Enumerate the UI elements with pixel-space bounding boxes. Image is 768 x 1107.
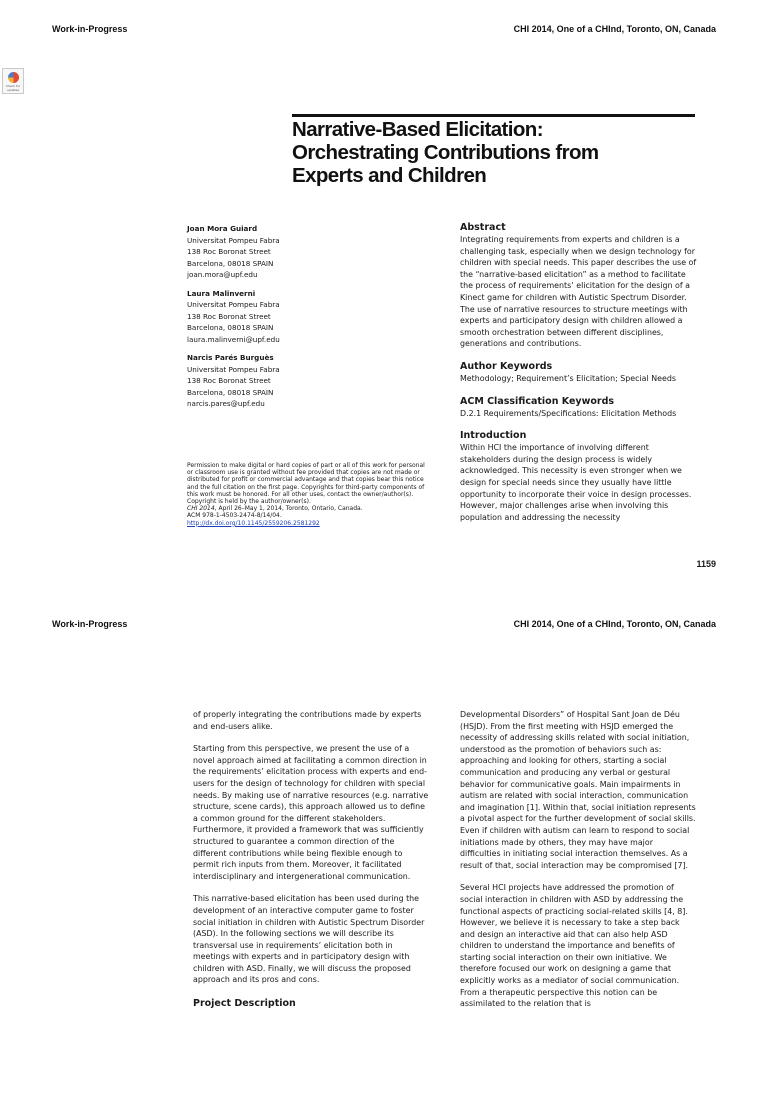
title-line: Narrative-Based Elicitation: <box>292 118 543 141</box>
permission-line: Copyright is held by the author/owner(s). <box>187 498 311 506</box>
author-city: Barcelona, 08018 SPAIN <box>187 387 274 397</box>
paper-title <box>292 118 712 187</box>
permission-line: and the full citation on the first page. Copyrights for third-party components of <box>187 483 425 491</box>
abstract-heading: Abstract <box>460 222 506 233</box>
author-affiliation: Universitat Pompeu Fabra <box>187 364 280 374</box>
author-city: Barcelona, 08018 SPAIN <box>187 323 274 332</box>
body-paragraph: of properly integrating the contributions made by experts and end-users alike. <box>193 710 422 731</box>
author-keywords-text: Methodology; Requirement’s Elicitation; Special Needs <box>460 373 676 383</box>
acm-keywords-text: D.2.1 Requirements/Specifications: Elicitation Methods <box>460 408 677 418</box>
author-keywords-heading: Author Keywords <box>460 360 553 372</box>
acm-keywords-heading: ACM Classification Keywords <box>460 395 615 407</box>
introduction-heading: Introduction <box>460 430 527 442</box>
left-text-column <box>193 709 429 1010</box>
title-line: Orchestrating Contributions from <box>292 141 599 164</box>
author-block <box>187 223 437 417</box>
author-affiliation: Universitat Pompeu Fabra <box>187 300 280 309</box>
author-address: 138 Roc Boronat Street <box>187 311 271 321</box>
title-line: Experts and Children <box>292 164 487 187</box>
author-name: Laura Malinverni <box>187 288 256 298</box>
venue-line <box>187 505 447 512</box>
author-entry <box>187 352 437 410</box>
permission-line: or classroom use is granted without fee provided that copies are not made or <box>187 469 420 477</box>
right-text-column <box>460 709 696 1021</box>
body-paragraph: Starting from this perspective, we present the use of a novel approach aimed at facilitating a common direction in the requirements’ elicitation process with experts and end-users for the design of technology for children with special needs. By making use of narrative resources (e.g. narrative structure, scene cards), this approach allowed us to define a common ground for the different stakeholders. Furthermore, it provided a framework that was sufficiently structured to guarantee a common direction of the different contributions while being flexible enough to permit rich inputs from them. Moreover, it facilitated interdisciplinary and intergenerational communication. <box>193 744 429 881</box>
author-email[interactable]: joan.mora@upf.edu <box>187 270 258 279</box>
body-paragraph: This narrative-based elicitation has been used during the development of an interactive computer game to foster social initiation in children with Autistic Spectrum Disorder (ASD). In the following sections we will describe its transversal use in requirements’ elicitation both in meetings with experts and in participatory design with children with ASD. Finally, we will discuss the proposed approach and its pros and cons. <box>193 894 425 985</box>
running-header-left: Work-in-Progress <box>52 24 128 34</box>
page-number: 1159 <box>696 559 716 569</box>
body-paragraph: Several HCI projects have addressed the promotion of social interaction in children with ASD by addressing the functional aspects of practicing social-related skills [4, 8]. However, we believe it is necessary to take a step back and design an interactive aid that can also help ASD children to understand the importance and benefits of starting social interaction on their own initiative. We therefore focused our work on designing a game that explicitly works as a mediator of social communication. From a therapeutic perspective this notion can be assimilated to the relation that is <box>460 883 688 1009</box>
author-name: Joan Mora Guiard <box>187 224 258 233</box>
permission-line: this work must be honored. For all other uses, contact the owner/author(s). <box>187 490 414 498</box>
permission-line: Permission to make digital or hard copies of part or all of this work for personal <box>187 462 425 469</box>
author-entry <box>187 288 437 346</box>
project-description-heading: Project Description <box>193 998 296 1010</box>
author-affiliation: Universitat Pompeu Fabra <box>187 235 280 245</box>
author-address: 138 Roc Boronat Street <box>187 247 271 256</box>
author-email[interactable]: narcis.pares@upf.edu <box>187 399 265 408</box>
running-header-right: CHI 2014, One of a CHInd, Toronto, ON, Canada <box>513 619 716 629</box>
author-name: Narcis Parés Burguès <box>187 353 274 362</box>
page-2 <box>0 595 768 1107</box>
check-for-updates-badge[interactable] <box>2 68 24 94</box>
doi-link[interactable]: http://dx.doi.org/10.1145/2559206.2581292 <box>187 519 320 527</box>
author-email[interactable]: laura.malinverni@upf.edu <box>187 334 280 344</box>
author-city: Barcelona, 08018 SPAIN <box>187 258 274 268</box>
abstract-text: Integrating requirements from experts and children is a challenging task, especially when we design technology for children with special needs. This paper describes the use of the “narrative-based elicitation” as a method to facilitate the process of requirements’ elicitation for the design of a Kinect game for children with Autistic Spectrum Disorder. The use of narrative resources to structure meetings with experts and participatory design with children allowed a smooth orchestration between different disciplines, generations and contributions. <box>460 235 697 349</box>
body-paragraph: Developmental Disorders” of Hospital Sant Joan de Déu (HSJD). From the first meeting with HSJD emerged the necessity of addressing skills related with social initiation, understood as the promotion of behaviors such as: approaching and looking for others, starting a social communication and producing any verbal or gestural behavior for communicative goals. Main impairments in autism are related with social interaction, communication and imagination [1]. Within that, social initiation represents a pivotal aspect for the further development of social skills. Even if children with autism can learn to respond to social initiations made by others, they may have major difficulties in initiating social interaction themselves. As a result of that, social interaction may be compromised [7]. <box>460 710 696 870</box>
permission-line: distributed for profit or commercial advantage and that copies bear this notice <box>187 476 424 484</box>
acm-isbn: ACM 978-1-4503-2474-8/14/04. <box>187 512 282 520</box>
running-header-left: Work-in-Progress <box>52 619 128 629</box>
author-address: 138 Roc Boronat Street <box>187 376 271 385</box>
crossmark-icon <box>8 72 19 83</box>
author-entry <box>187 223 437 281</box>
introduction-text: Within HCI the importance of involving different stakeholders during the design process is widely acknowledged. This necessity is even stronger when we design for special needs since they usually have little opportunity to incorporate their voice in design processes. However, major challenges arise when involving this population and addressing the necessity <box>460 443 692 522</box>
venue-name: CHI 2014 <box>187 505 215 513</box>
venue-details: , April 26–May 1, 2014, Toronto, Ontario, Canada. <box>214 505 363 513</box>
running-header-right: CHI 2014, One of a CHInd, Toronto, ON, Canada <box>513 24 716 34</box>
abstract-column <box>460 221 700 523</box>
copyright-notice <box>187 462 447 527</box>
title-rule <box>292 114 695 117</box>
badge-text: Check for updates <box>5 84 21 92</box>
